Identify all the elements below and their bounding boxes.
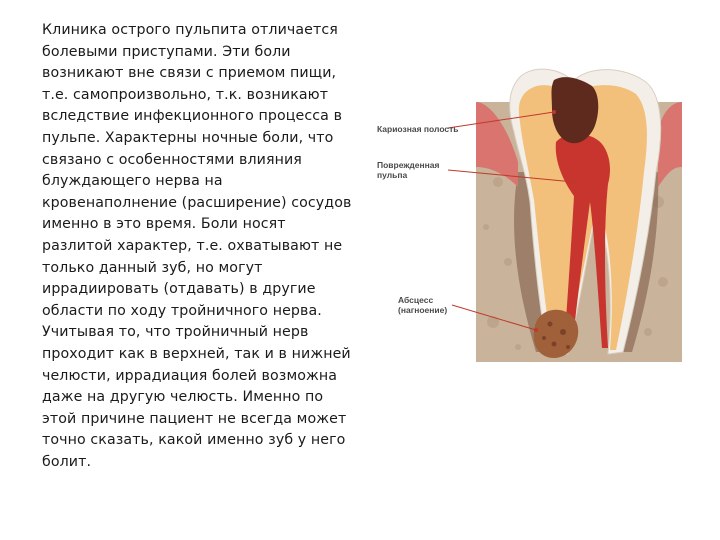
tooth-diagram [368,62,682,362]
tooth-illustration [368,62,682,362]
label-abscess: Абсцесс (нагноение) [398,295,448,315]
label-carious-cavity: Кариозная полость [377,124,459,134]
callout-dot-caries [552,110,556,114]
body-text: Клиника острого пульпита отличается болевыми приступами. Эти боли возникают вне связи с приемом пищи, т.е. самопроизвольно, т.к. возникают вследствие инфекционного процесса в пульпе. Характерны ночные боли, что связано с особенностями влияния блуждающего нерва на кровенаполнение (расширение) сосудов именно в это время. Боли носят разлитой характер, т.е. охватывают не только данный зуб, но могут иррадиировать (отдавать) в другие области по ходу тройничного нерва. Учитывая то, что тройничный нерв проходит как в верхней, так и в нижней челюсти, иррадиация болей возможна даже на другую челюсть. Именно по этой причине пациент не всегда может точно сказать, какой именно зуб у него болит. [42,22,352,470]
callout-dot-abscess [534,328,538,332]
label-damaged-pulp: Поврежденная пульпа [377,160,440,180]
callout-dot-pulp [572,180,576,184]
